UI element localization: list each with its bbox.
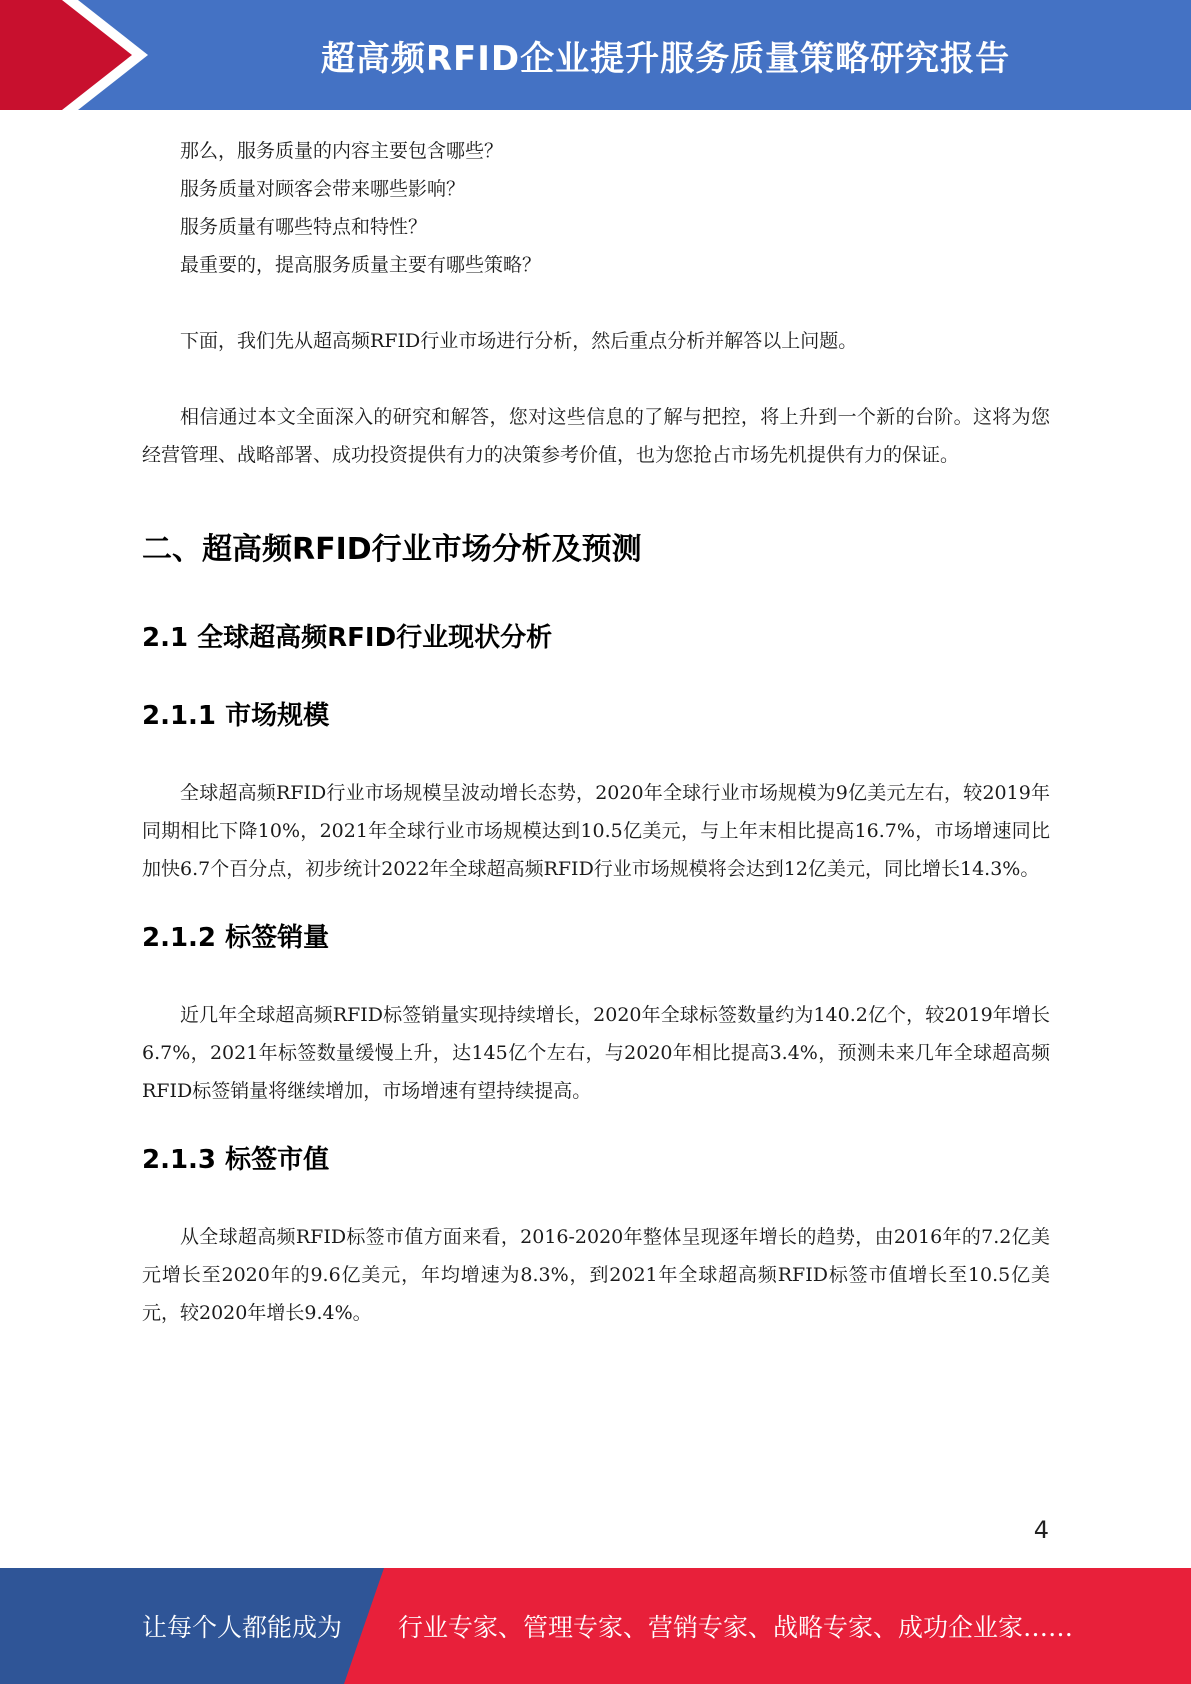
document-body	[142, 132, 1050, 1332]
subsubsection-heading: 2.1.2 标签销量	[142, 923, 330, 953]
page-footer	[0, 1568, 1191, 1684]
page-header	[0, 0, 1191, 110]
question-list	[142, 132, 1050, 284]
subsubsection-heading: 2.1.3 标签市值	[142, 1145, 330, 1175]
report-title: 超高频RFID企业提升服务质量策略研究报告	[320, 38, 1011, 79]
footer-slogan: 让每个人都能成为	[142, 1613, 343, 1642]
question-item: 那么，服务质量的内容主要包含哪些？	[180, 140, 504, 162]
question-item: 服务质量对顾客会带来哪些影响？	[180, 178, 466, 200]
subsection-heading: 2.1 全球超高频RFID行业现状分析	[142, 623, 553, 653]
header-arrow-decoration	[0, 0, 160, 110]
question-item: 最重要的，提高服务质量主要有哪些策略？	[180, 254, 542, 276]
page-number: 4	[1033, 1516, 1049, 1544]
intro-paragraph: 相信通过本文全面深入的研究和解答，您对这些信息的了解与把控，将上升到一个新的台阶。这将为您经营管理、战略部署、成功投资提供有力的决策参考价值，也为您抢占市场先机提供有力的保证。	[142, 406, 1050, 466]
subsubsection-heading: 2.1.1 市场规模	[142, 701, 330, 731]
question-item: 服务质量有哪些特点和特性？	[180, 216, 428, 238]
intro-paragraph: 下面，我们先从超高频RFID行业市场进行分析，然后重点分析并解答以上问题。	[180, 330, 858, 352]
section-heading: 二、超高频RFID行业市场分析及预测	[142, 532, 642, 567]
body-paragraph: 近几年全球超高频RFID标签销量实现持续增长，2020年全球标签数量约为140.2亿个，较2019年增长6.7%，2021年标签数量缓慢上升，达145亿个左右，与2020年相比提高3.4%，预测未来几年全球超高频RFID标签销量将继续增加，市场增速有望持续提高。	[142, 1004, 1050, 1102]
body-paragraph: 全球超高频RFID行业市场规模呈波动增长态势，2020年全球行业市场规模为9亿美元左右，较2019年同期相比下降10%，2021年全球行业市场规模达到10.5亿美元，与上年末相比提高16.7%，市场增速同比加快6.7个百分点，初步统计2022年全球超高频RFID行业市场规模将会达到12亿美元，同比增长14.3%。	[142, 782, 1050, 880]
footer-roles: 行业专家、管理专家、营销专家、战略专家、成功企业家……	[398, 1613, 1074, 1642]
body-paragraph: 从全球超高频RFID标签市值方面来看，2016-2020年整体呈现逐年增长的趋势，由2016年的7.2亿美元增长至2020年的9.6亿美元，年均增速为8.3%，到2021年全球超高频RFID标签市值增长至10.5亿美元，较2020年增长9.4%。	[142, 1226, 1050, 1324]
